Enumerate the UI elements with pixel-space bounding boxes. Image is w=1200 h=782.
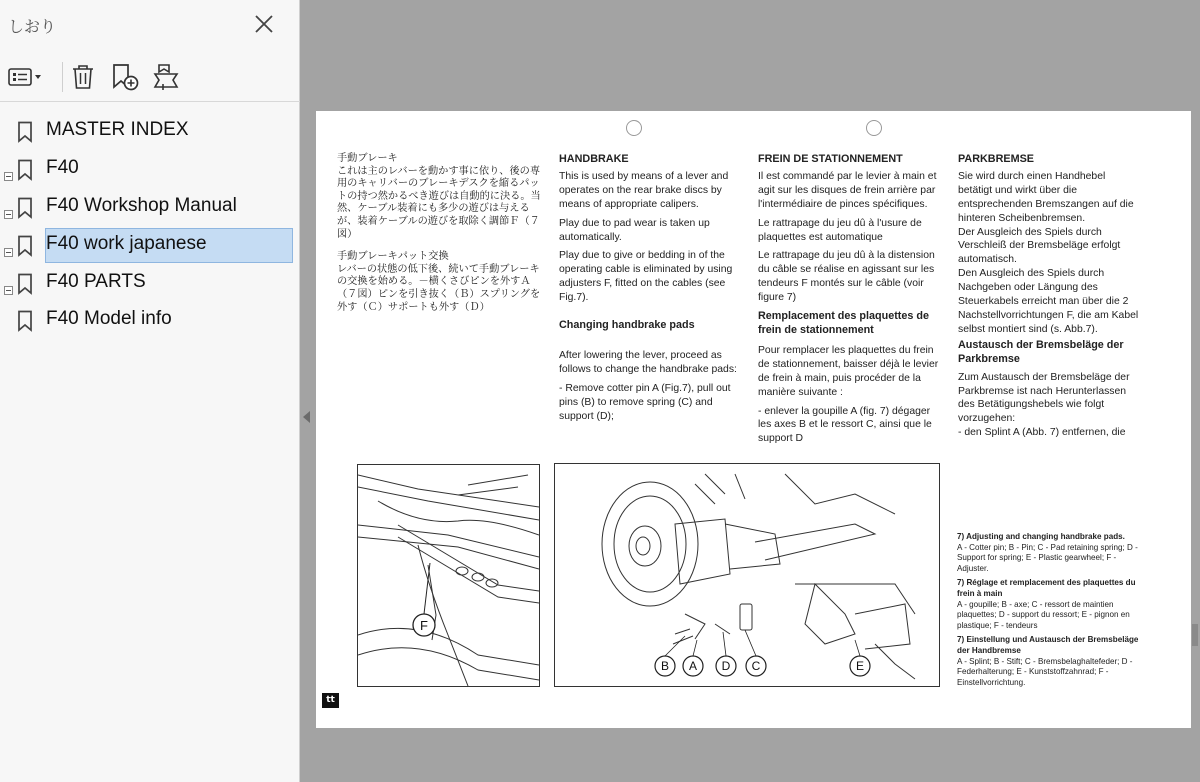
de-text: Sie wird durch einen Handhebel betätigt und wirkt über die entsprechenden Bremszangen auf die hinteren Scheibenbremsen. [958,170,1134,224]
binder-hole [866,120,882,136]
jp-text-2: レバーの状態の低下後、続いて手動ブレーキの交換を始める。－横くさびピンを外すＡ（７図）ピンを引き抜く（Ｂ）スプリングを外す（Ｃ）サポートも外す（Ｄ） [337,263,541,313]
bookmark-icon [17,197,33,223]
caption-de-body: A - Splint; B - Stift; C - Bremsbelaghaltefeder; D - Federhalterung; E - Kunststoffzahnrad; F - Einstellvorrichtung. [957,656,1133,687]
jp-title-2: 手動ブレーキパット交換 [337,251,449,263]
bookmark-icon [17,121,33,147]
bookmark-item[interactable] [0,152,300,188]
label-e: E [855,659,865,673]
de-text: - den Splint A (Abb. 7) entfernen, die [958,427,1126,439]
label-a: A [688,659,698,673]
vertical-scrollbar[interactable] [1192,624,1198,646]
de-subheading: Austausch der Bremsbeläge der Parkbremse [958,338,1124,365]
label-c: C [751,659,761,673]
bookmark-icon [17,235,33,261]
caption-en-title: 7) Adjusting and changing handbrake pads. [957,532,1125,541]
label-d: D [721,659,731,673]
bookmark-label: F40 PARTS [46,271,146,292]
figure-cable-adjuster [357,464,540,687]
figure-brake-caliper [554,463,940,687]
bookmark-label: F40 Model info [46,308,172,329]
toolbar-separator [62,62,63,92]
pdf-page [316,111,1191,728]
label-b: B [660,659,670,673]
label-f: F [420,618,428,633]
bookmark-label: F40 [46,157,79,178]
expand-icon[interactable] [4,242,13,251]
expand-icon[interactable] [4,166,13,175]
fr-subheading: Remplacement des plaquettes de frein de stationnement [758,310,930,336]
options-menu-button[interactable] [6,60,46,94]
japanese-column [337,153,547,324]
english-column [559,153,742,429]
bookmark-item[interactable] [0,190,300,226]
en-subheading: Changing handbrake pads [559,319,695,332]
bookmark-item[interactable] [0,303,300,339]
expand-icon[interactable] [4,280,13,289]
fr-text: Le rattrapage du jeu dû à l'usure de plaquettes est automatique [758,217,922,243]
bookmarks-panel [0,0,300,782]
caption-de-title: 7) Einstellung und Austausch der Bremsbeläge der Handbremse [957,635,1139,655]
list-options-icon [7,65,45,89]
bookmarks-header [0,0,300,50]
new-bookmark-button[interactable] [108,60,142,94]
bookmark-add-icon [109,62,141,92]
bookmark-tag-icon [149,62,183,92]
de-text: Den Ausgleich des Spiels durch Nachgeben oder Längung des Steuerkabels erreicht man über die 2 Nachstellvorrichtungen F, die am Kabel selbst montiert sind (s. Abb.7). [958,268,1139,335]
delete-bookmark-button[interactable] [68,60,98,94]
bookmark-from-selection-button[interactable] [148,60,184,94]
de-text: Der Ausgleich des Spiels durch Verschleiß der Bremsbeläge erfolgt automatisch. [958,226,1121,266]
caption-en-body: A - Cotter pin; B - Pin; C - Pad retaining spring; D - Support for spring; E - Plastic gearwheel; F - Adjuster. [957,542,1138,573]
close-icon[interactable] [250,10,278,38]
bookmark-icon [17,310,33,336]
french-column [758,153,942,451]
bookmark-label: MASTER INDEX [46,119,189,140]
bookmark-label: F40 work japanese [46,233,207,254]
caption-fr-body: A - goupille; B - axe; C - ressort de maintien plaquettes; D - support du ressort; E - pignon en plastique; F - tendeurs [957,599,1130,630]
bookmarks-title: しおり [8,17,57,36]
caption-fr-title: 7) Réglage et remplacement des plaquettes du frein à main [957,578,1136,598]
bookmark-item[interactable] [0,228,300,264]
en-text: Play due to give or bedding in of the operating cable is eliminated by using adjusters F, fitted on the cables (see Fig.7). [559,250,733,304]
en-heading: HANDBRAKE [559,153,629,165]
en-text: This is used by means of a lever and operates on the rear brake discs by means of appropriate calipers. [559,170,729,210]
bookmark-item[interactable] [0,266,300,302]
trash-icon [70,63,96,91]
fr-text: Le rattrapage du jeu dû à la distension du câble se réalise en agissant sur les tendeurs F montés sur le câble (voir figure 7) [758,250,935,304]
fr-heading: FREIN DE STATIONNEMENT [758,153,903,165]
bookmark-label: F40 Workshop Manual [46,195,237,216]
bookmark-item[interactable] [0,114,300,150]
jp-title-1: 手動ブレーキ [337,153,398,164]
en-text: Play due to pad wear is taken up automatically. [559,217,710,243]
expand-icon[interactable] [4,204,13,213]
bookmarks-toolbar [0,56,300,102]
binder-hole [626,120,642,136]
bookmark-icon [17,273,33,299]
collapse-panel-handle-icon[interactable] [303,411,310,423]
de-text: Zum Austausch der Bremsbeläge der Parkbremse ist nach Herunterlassen des Betätigungshebels wie folgt vorzugehen: [958,371,1130,425]
fr-text: - enlever la goupille A (fig. 7) dégager les axes B et le ressort C, ainsi que le support D [758,405,932,445]
document-viewer[interactable] [301,0,1200,782]
en-text: After lowering the lever, proceed as follows to change the handbrake pads: [559,349,737,375]
fr-text: Il est commandé par le levier à main et agit sur les disques de frein arrière par l'intermédiaire de pinces spécifiques. [758,170,937,210]
figure-caption [957,532,1145,692]
manual-logo: tt [322,693,339,708]
de-heading: PARKBREMSE [958,153,1034,165]
bookmark-icon [17,159,33,185]
en-text: - Remove cotter pin A (Fig.7), pull out pins (B) to remove spring (C) and support (D); [559,382,731,422]
jp-text-1: これは主のレバーを動かす事に依り、後の専用のキャリバーのブレーキデスクを縮るパットの持つ然かるべき遊びは自動的に決る。当然、ケーブル装着にも多少の遊びは与えるが、装着ケーブルの遊びを取除く調節Ｆ（７図） [337,165,541,240]
german-column [958,153,1141,445]
fr-text: Pour remplacer les plaquettes du frein de stationnement, baisser déjà le levier de frein à main, puis procéder de la manière suivante : [758,344,939,398]
